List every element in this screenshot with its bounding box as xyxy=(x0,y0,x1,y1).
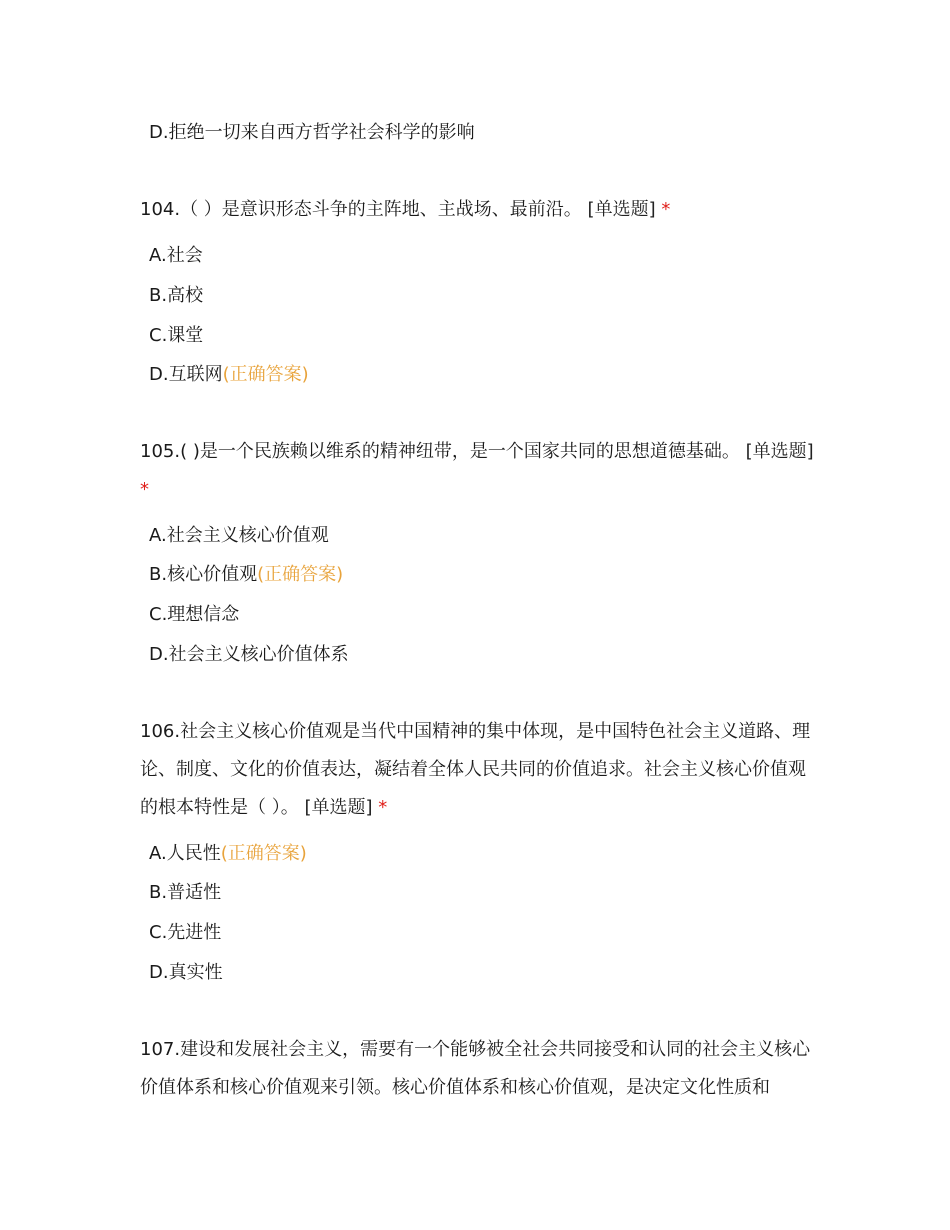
q106-option-d xyxy=(149,954,223,992)
required-asterisk: * xyxy=(140,479,149,500)
q104-option-a xyxy=(149,237,203,275)
option-text: D.真实性 xyxy=(149,962,223,983)
q105-option-c xyxy=(149,596,239,634)
q107-stem xyxy=(140,1031,820,1107)
option-text: A.社会主义核心价值观 xyxy=(149,525,329,546)
option-text: C.理想信念 xyxy=(149,604,240,625)
q105-option-b xyxy=(149,556,343,594)
correct-answer-mark: (正确答案) xyxy=(220,843,307,864)
q104-option-c xyxy=(149,317,203,355)
q106-stem xyxy=(140,713,820,827)
correct-answer-mark: (正确答案) xyxy=(222,364,309,385)
option-text: D.拒绝一切来自西方哲学社会科学的影响 xyxy=(149,122,475,143)
question-type-tag: [单选题] xyxy=(587,199,656,220)
option-text: A.人民性 xyxy=(149,843,221,864)
required-asterisk: * xyxy=(378,797,388,818)
option-text: B.普适性 xyxy=(149,882,222,903)
question-type-tag: [单选题] xyxy=(304,797,373,818)
q106-option-b xyxy=(149,874,221,912)
option-text: B.核心价值观 xyxy=(149,564,258,585)
question-text: 105.( )是一个民族赖以维系的精神纽带，是一个国家共同的思想道德基础。 xyxy=(140,441,740,462)
question-type-tag: [单选题] xyxy=(745,441,814,462)
correct-answer-mark: (正确答案) xyxy=(257,564,344,585)
question-text: 106.社会主义核心价值观是当代中国精神的集中体现，是中国特色社会主义道路、理论、制度、文化的价值表达，凝结着全体人民共同的价值追求。社会主义核心价值观的根本特性是（ ）。 xyxy=(140,721,811,818)
q106-option-a xyxy=(149,835,307,873)
option-text: D.互联网 xyxy=(149,364,223,385)
q104-option-d xyxy=(149,356,309,394)
q104-option-b xyxy=(149,277,203,315)
q105-option-a xyxy=(149,517,329,555)
q104-stem xyxy=(140,191,820,229)
q106-option-c xyxy=(149,914,221,952)
option-text: C.课堂 xyxy=(149,325,204,346)
option-text: D.社会主义核心价值体系 xyxy=(149,644,349,665)
q105-stem xyxy=(140,433,820,509)
q105-option-d xyxy=(149,636,349,674)
question-text: 104.（ ）是意识形态斗争的主阵地、主战场、最前沿。 xyxy=(140,199,582,220)
required-asterisk: * xyxy=(661,199,671,220)
option-text: A.社会 xyxy=(149,245,203,266)
q103-option-d xyxy=(149,114,475,152)
question-text: 107.建设和发展社会主义，需要有一个能够被全社会共同接受和认同的社会主义核心价值体系和核心价值观来引领。核心价值体系和核心价值观，是决定文化性质和 xyxy=(140,1039,811,1098)
option-text: B.高校 xyxy=(149,285,204,306)
option-text: C.先进性 xyxy=(149,922,222,943)
